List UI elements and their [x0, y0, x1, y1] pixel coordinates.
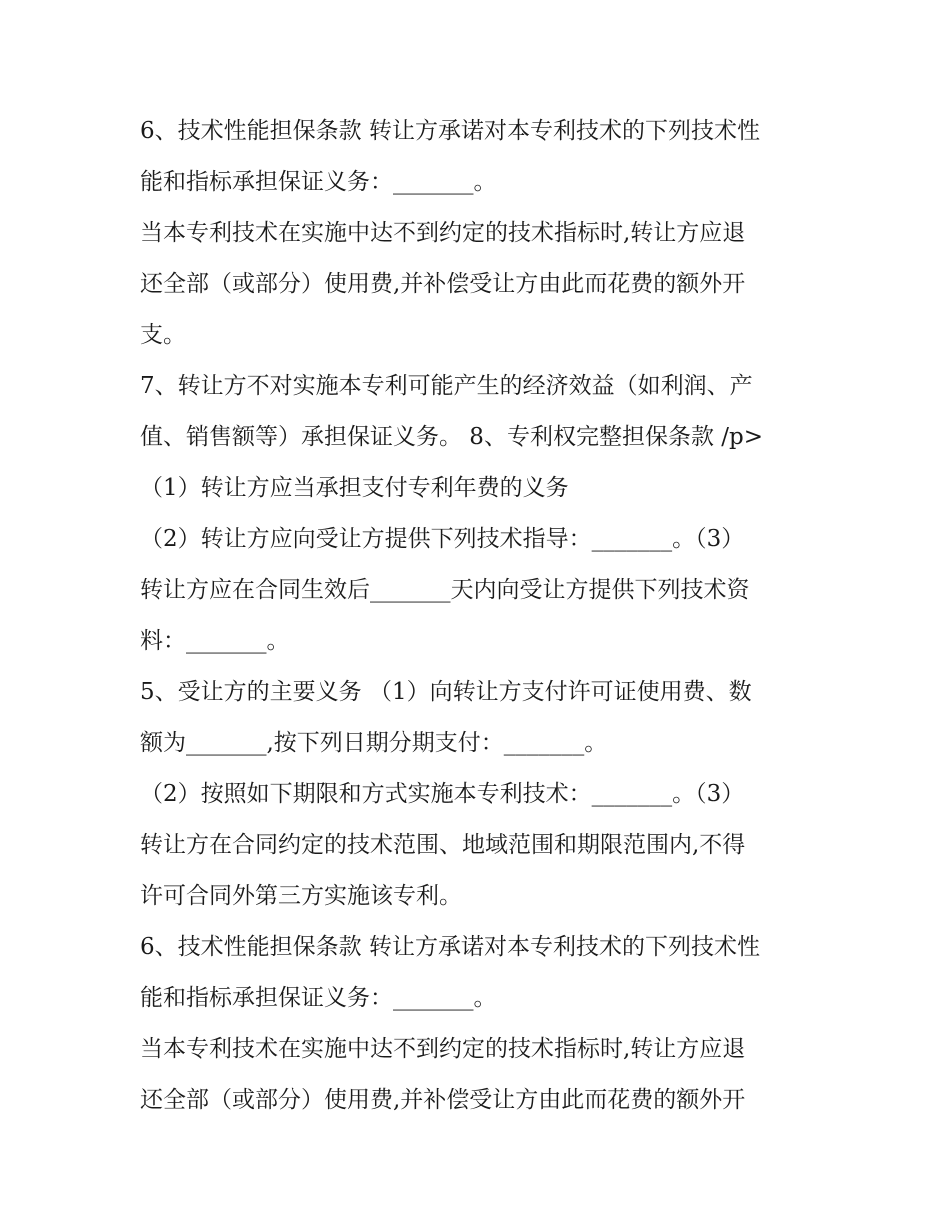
document-body	[140, 106, 820, 1126]
text-line: 还全部（或部分）使用费,并补偿受让方由此而花费的额外开	[140, 271, 746, 297]
text-line: 额为_______,按下列日期分期支付：_______。	[140, 730, 608, 756]
text-line: 转让方在合同约定的技术范围、地域范围和期限范围内,不得	[140, 832, 746, 858]
text-line: （2）转让方应向受让方提供下列技术指导：_______。（3）	[140, 526, 745, 552]
text-line: 料：_______。	[140, 628, 290, 654]
text-line: 值、销售额等）承担保证义务。 8、专利权完整担保条款 /p>	[140, 424, 763, 450]
text-line: 能和指标承担保证义务：_______。	[140, 169, 497, 195]
text-line: 5、受让方的主要义务 （1）向转让方支付许可证使用费、数	[140, 679, 752, 705]
text-line: 当本专利技术在实施中达不到约定的技术指标时,转让方应退	[140, 220, 746, 246]
text-line: 6、技术性能担保条款 转让方承诺对本专利技术的下列技术性	[140, 934, 760, 960]
text-line: （1）转让方应当承担支付专利年费的义务	[140, 475, 569, 501]
text-line: 当本专利技术在实施中达不到约定的技术指标时,转让方应退	[140, 1036, 746, 1062]
text-line: 7、转让方不对实施本专利可能产生的经济效益（如利润、产	[140, 373, 753, 399]
text-line: 6、技术性能担保条款 转让方承诺对本专利技术的下列技术性	[140, 118, 760, 144]
text-line: 还全部（或部分）使用费,并补偿受让方由此而花费的额外开	[140, 1087, 746, 1113]
text-line: 转让方应在合同生效后_______天内向受让方提供下列技术资	[140, 577, 750, 603]
text-line: 支。	[140, 322, 186, 348]
text-line: 能和指标承担保证义务：_______。	[140, 985, 497, 1011]
text-line: 许可合同外第三方实施该专利。	[140, 883, 462, 909]
text-line: （2）按照如下期限和方式实施本专利技术：_______。（3）	[140, 781, 745, 807]
